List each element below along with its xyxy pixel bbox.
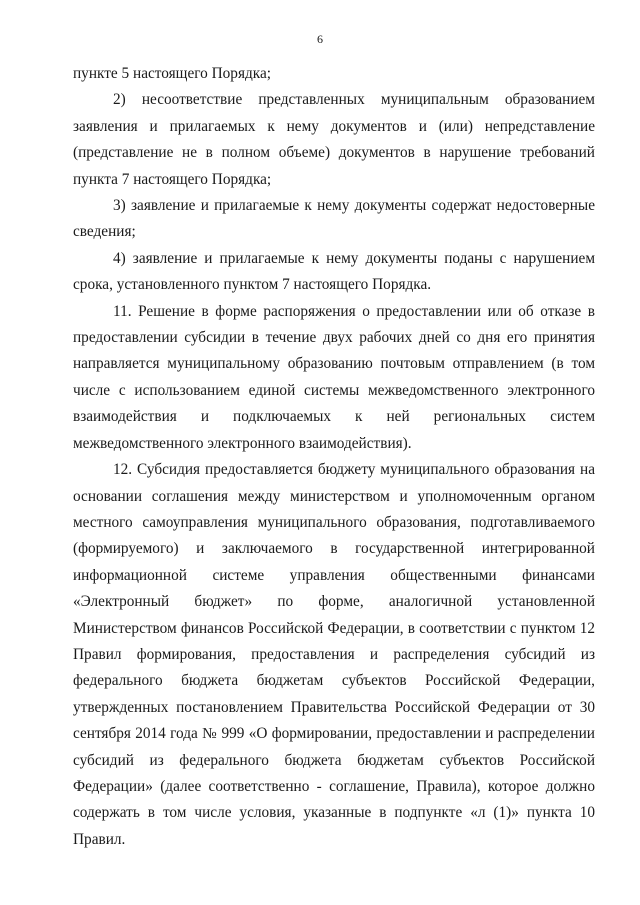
document-body — [73, 61, 595, 853]
paragraph-section-11: 11. Решение в форме распоряжения о предоставлении или об отказе в предоставлении субсидии в течение двух рабочих дней со дня его принятия направляется муниципальному образованию почтовым отправлением (в том числе с использованием единой системы межведомственного электронного взаимодействия и подключаемых к ней региональных систем межведомственного электронного взаимодействия). — [73, 302, 595, 452]
paragraph-continuation: пункте 5 настоящего Порядка; — [73, 65, 272, 82]
paragraph-item-3: 3) заявление и прилагаемые к нему документы содержат недостоверные сведения; — [73, 197, 595, 241]
paragraph-item-2: 2) несоответствие представленных муниципальным образованием заявления и прилагаемых к нему документов и (или) непредставление (представление не в полном объеме) документов в нарушение требований пункта 7 настоящего Порядка; — [73, 91, 595, 188]
paragraph-item-4: 4) заявление и прилагаемые к нему документы поданы с нарушением срока, установленного пунктом 7 настоящего Порядка. — [73, 249, 595, 294]
page-number: 6 — [317, 32, 323, 46]
paragraph-section-12: 12. Субсидия предоставляется бюджету муниципального образования на основании соглашения между министерством и уполномоченным органом местного самоуправления муниципального образования, подготавливаемого (формируемого) и заключаемого в государственной интегрированной информационной системе управления общественными финансами «Электронный бюджет» по форме, аналогичной установленной Министерством финансов Российской Федерации, в соответствии с пунктом 12 Правил формирования, предоставления и распределения субсидий из федерального бюджета бюджетам субъектов Российской Федерации, утвержденных постановлением Правительства Российской Федерации от 30 сентября 2014 года № 999 «О формировании, предоставлении и распределении субсидий из федерального бюджета бюджетам субъектов Российской Федерации» (далее соответственно - соглашение, Правила), которое должно содержать в том числе условия, указанные в подпункте «л (1)» пункта 10 Правил. — [73, 461, 595, 848]
